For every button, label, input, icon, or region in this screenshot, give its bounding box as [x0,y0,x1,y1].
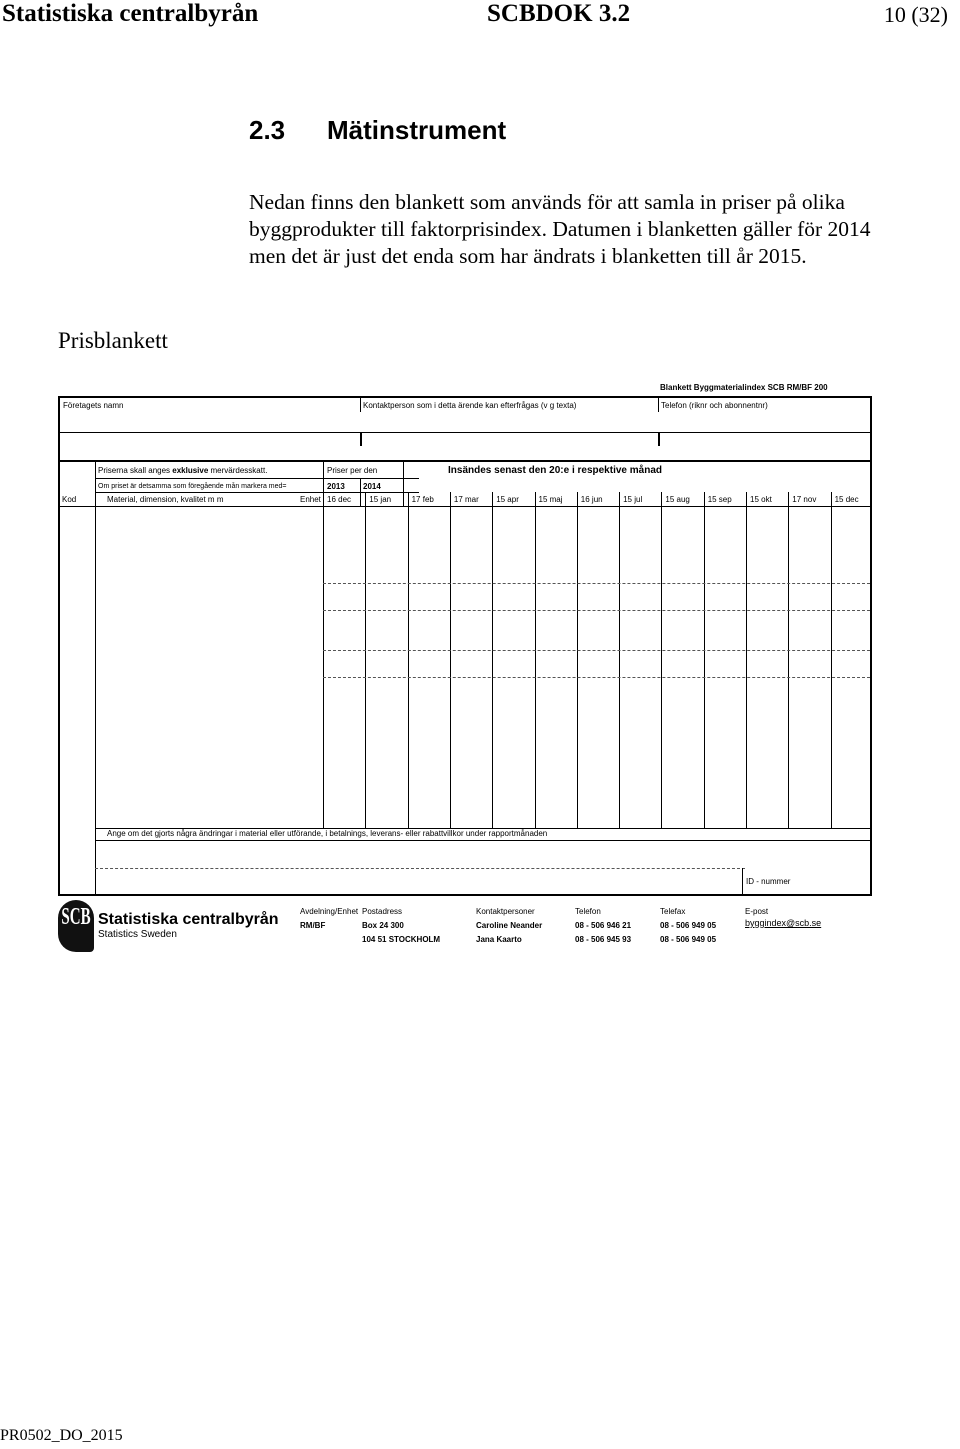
col-enhet: Enhet [300,495,321,504]
col-date: 16 dec [327,495,352,504]
frame-bottom [58,894,872,896]
separator [360,432,362,446]
dashed-row [323,583,870,584]
col-line [788,492,789,828]
separator [658,432,660,446]
col-date: 15 jan [369,495,392,504]
col-line [704,492,705,828]
submit-deadline-note: Insändes senast den 20:e i respektive månad [448,465,662,476]
col-line [577,492,578,828]
col-line [365,492,366,828]
paragraph-line: Nedan finns den blankett som används för att samla in priser på olika [249,190,845,214]
footer-header-address: Postadress [362,907,403,916]
col-line [746,492,747,828]
id-number-label: ID - nummer [746,877,791,886]
col-date: 15 dec [834,495,859,504]
row-line [58,506,872,507]
footer-phone-2: 08 - 506 945 93 [575,935,632,944]
separator [658,396,659,412]
scb-logo: SCB [58,900,94,952]
footer-contact-1: Caroline Neander [476,921,543,930]
row-line [58,460,872,462]
footer-header-unit: Avdelning/Enhet [300,907,359,916]
form-caption: Prisblankett [58,328,168,353]
col-date: 17 nov [792,495,817,504]
frame-top [58,396,872,398]
row-line [95,478,419,479]
footer-fax-2: 08 - 506 949 05 [660,935,717,944]
brand-name: Statistiska centralbyrån [98,911,279,928]
row-line [95,840,872,841]
section-title: Mätinstrument [327,115,507,145]
changes-note: Ange om det gjorts några ändringar i material eller utförande, i betalnings, leverans- eller rabattvillkor under rapportmånaden [107,829,548,838]
footer-address-1: Box 24 300 [362,921,404,930]
form-blankett-title: Blankett Byggmaterialindex SCB RM/BF 200 [660,383,828,392]
company-name-field[interactable] [62,414,356,430]
footer-unit: RM/BF [300,921,326,930]
header-org: Statistiska centralbyrån [2,0,259,27]
col-date: 15 maj [538,495,563,504]
company-name-label: Företagets namn [63,401,124,410]
col-material: Material, dimension, kvalitet m m [107,495,224,504]
same-price-note: Om priset är detsamma som föregående mån markera med= [98,483,287,490]
year-2013: 2013 [327,482,345,491]
col-line [323,492,324,828]
col-line [661,492,662,828]
footer-header-email: E-post [745,907,769,916]
header-doc-id: SCBDOK 3.2 [487,0,631,27]
footer-phone-1: 08 - 506 946 21 [575,921,632,930]
dashed-row [323,650,870,651]
year-2014: 2014 [363,482,381,491]
dashed-row [323,610,870,611]
vat-note: Priserna skall anges exklusive mervärdesskatt. [98,466,268,475]
col-kod: Kod [62,495,77,504]
col-line [450,492,451,828]
col-date: 17 mar [453,495,479,504]
col-line [831,492,832,828]
col-date: 15 sep [707,495,732,504]
row-line [95,492,419,493]
footer-header-phone: Telefon [575,907,601,916]
col-date: 15 okt [750,495,772,504]
section-number: 2.3 [249,115,286,145]
col-date: 15 apr [496,495,519,504]
footer-header-fax: Telefax [660,907,686,916]
footer-header-contacts: Kontaktpersoner [476,907,535,916]
footer-contact-2: Jana Kaarto [476,935,522,944]
contact-person-field[interactable] [364,414,654,430]
col-date: 15 jul [623,495,643,504]
col-date: 15 aug [665,495,690,504]
header-page-number: 10 (32) [883,2,948,27]
footer-address-2: 104 51 STOCKHOLM [362,935,441,944]
row-line [58,432,872,433]
separator [360,478,361,506]
col-line [408,492,409,828]
separator [403,462,404,506]
paragraph-line: byggprodukter till faktorprisindex. Datumen i blanketten gäller för 2014 [249,217,871,241]
frame-left [58,396,60,896]
col-line [535,492,536,828]
col-line [619,492,620,828]
col-line [492,492,493,828]
page-footer-code: PR0502_DO_2015 [0,1427,123,1444]
changes-field[interactable] [98,842,742,892]
phone-label: Telefon (riknr och abonnentnr) [661,401,768,410]
footer-email-link[interactable]: byggindex@scb.se [745,918,822,928]
contact-person-label: Kontaktperson som i detta ärende kan efterfrågas (v g texta) [363,401,577,410]
brand-sub: Statistics Sweden [98,929,177,940]
dashed-row [323,677,870,678]
phone-field[interactable] [662,414,866,430]
prices-per-label: Priser per den [327,466,378,475]
separator [742,868,743,896]
col-line [95,462,96,896]
frame-right [870,396,872,896]
separator [360,396,361,412]
footer-fax-1: 08 - 506 949 05 [660,921,717,930]
col-date: 17 feb [411,495,434,504]
col-date: 16 jun [580,495,603,504]
paragraph-line: men det är just det enda som har ändrats i blanketten till år 2015. [249,244,807,268]
